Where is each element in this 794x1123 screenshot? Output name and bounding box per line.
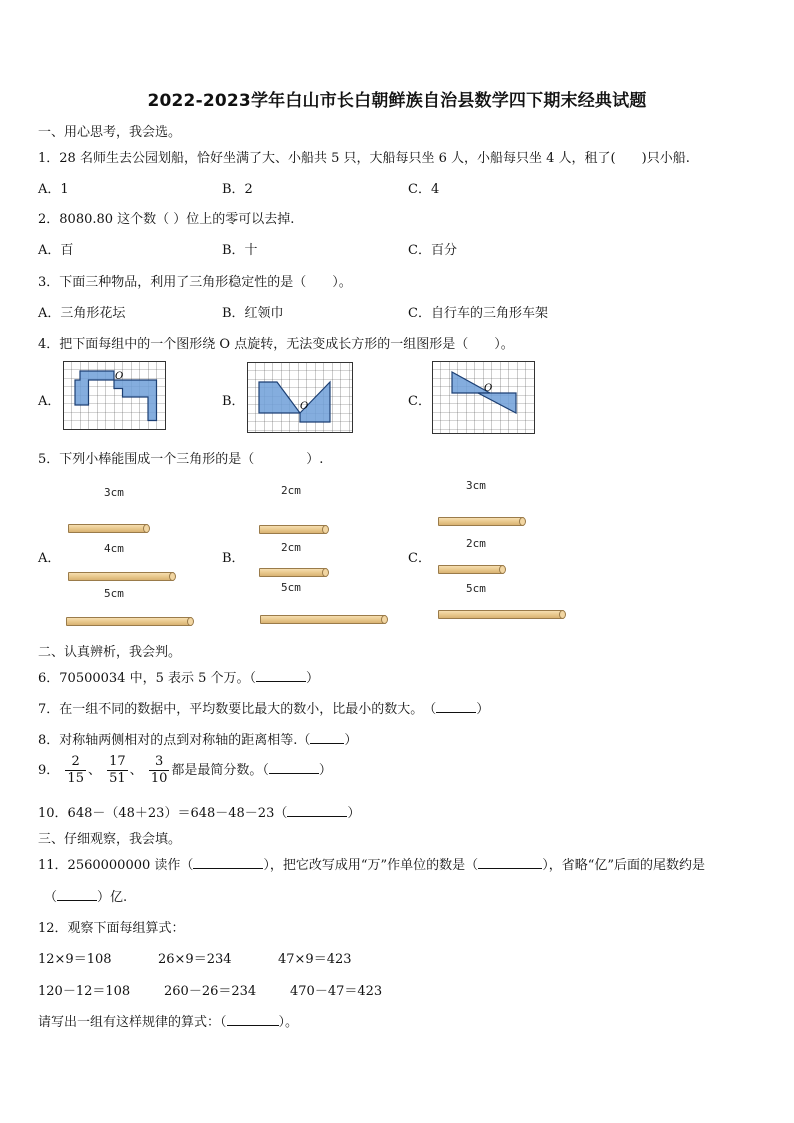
question-5: 5．下列小棒能围成一个三角形的是（ ）. [38, 452, 324, 467]
question-10-end: ） [347, 806, 361, 821]
q12-row1-eq1: 12×9＝108 [38, 952, 112, 967]
q4-figure-b [247, 362, 355, 436]
question-9-sep2: 、 [129, 763, 143, 778]
q5-c-stick3-label: 5cm [466, 582, 486, 595]
q3-option-a[interactable]: A．三角形花坛 [38, 306, 126, 321]
question-11-part4: （ [44, 890, 58, 905]
question-11-part3: ），省略“亿”后面的尾数约是 [542, 858, 705, 873]
q5-a-stick1 [68, 524, 148, 533]
fraction-17-51 [107, 754, 128, 787]
answer-blank-11c[interactable] [57, 888, 97, 901]
section-heading-2: 二、认真辨析，我会判。 [38, 645, 182, 660]
question-11-part1: 11．2560000000 读作（ [38, 858, 194, 873]
fraction-3-numerator: 3 [149, 754, 170, 771]
question-7 [38, 698, 489, 717]
question-9-prefix: 9． [38, 763, 60, 778]
question-8-text: 8．对称轴两侧相对的点到对称轴的距离相等.（ [38, 733, 311, 748]
question-6-end: ） [306, 671, 320, 686]
fraction-2-numerator: 17 [109, 754, 126, 769]
question-1: 1．28 名师生去公园划船，恰好坐满了大、小船共 5 只，大船每只坐 6 人，小船每只坐 4 人，租了( )只小船. [38, 151, 690, 166]
fraction-2-denominator: 51 [109, 771, 126, 786]
q4-a-point-label: O [115, 371, 124, 382]
q2-option-b[interactable]: B．十 [222, 243, 258, 258]
answer-blank-8[interactable] [310, 731, 344, 744]
q5-a-stick2-label: 4cm [104, 542, 124, 555]
q5-b-stick3 [260, 615, 386, 624]
q12-row1-eq3: 47×9＝423 [278, 952, 352, 967]
q5-a-stick3 [66, 617, 192, 626]
fraction-1-numerator: 2 [65, 754, 86, 771]
q3-option-b[interactable]: B．红领巾 [222, 306, 284, 321]
q5-c-stick1 [438, 517, 524, 526]
q5-c-stick3 [438, 610, 564, 619]
question-10-text: 10．648－（48＋23）＝648－48－23（ [38, 806, 288, 821]
question-9-sep1: 、 [87, 763, 101, 778]
q4-option-a[interactable]: A． [38, 394, 61, 409]
q12-row2-eq1: 120－12＝108 [38, 984, 131, 999]
q5-a-stick2 [68, 572, 174, 581]
fraction-3-10 [149, 754, 170, 787]
q4-figure-c [432, 361, 540, 435]
answer-blank-11a[interactable] [193, 856, 263, 869]
answer-blank-11b[interactable] [478, 856, 542, 869]
q2-option-c[interactable]: C．百分 [408, 243, 457, 258]
question-6 [38, 667, 319, 686]
q12-row2-eq3: 470－47＝423 [290, 984, 383, 999]
question-9 [38, 754, 332, 787]
question-9-suffix: 都是最简分数。（ [171, 763, 269, 778]
question-9-end: ） [318, 763, 332, 778]
q5-a-stick3-label: 5cm [104, 587, 124, 600]
answer-blank-7[interactable] [436, 700, 476, 713]
q4-b-point-label: O [300, 401, 309, 412]
question-12: 12．观察下面每组算式： [38, 921, 185, 936]
answer-blank-10[interactable] [287, 804, 347, 817]
q4-option-c[interactable]: C． [408, 394, 431, 409]
q5-b-stick3-label: 5cm [281, 581, 301, 594]
question-10 [38, 802, 360, 821]
question-6-text: 6．70500034 中，5 表示 5 个万。（ [38, 671, 257, 686]
q12-ask-end: ）。 [278, 1015, 299, 1030]
section-heading-1: 一、用心思考，我会选。 [38, 125, 182, 140]
question-4: 4．把下面每组中的一个图形绕 O 点旋转，无法变成长方形的一组图形是（ ）。 [38, 337, 514, 352]
q4-figure-a [63, 361, 171, 435]
q1-option-c[interactable]: C．4 [408, 182, 440, 197]
q5-c-stick2 [438, 565, 504, 574]
page-title: 2022-2023学年白山市长白朝鲜族自治县数学四下期末经典试题 [147, 91, 647, 111]
question-11-line1 [38, 854, 705, 873]
answer-blank-12[interactable] [227, 1013, 279, 1026]
q5-c-stick1-label: 3cm [466, 479, 486, 492]
question-3: 3．下面三种物品，利用了三角形稳定性的是（ ）。 [38, 275, 352, 290]
q12-ask-text: 请写出一组有这样规律的算式：（ [38, 1015, 227, 1030]
section-heading-3: 三、仔细观察，我会填。 [38, 832, 182, 847]
question-2: 2．8080.80 这个数（ ）位上的零可以去掉. [38, 212, 295, 227]
q12-row1-eq2: 26×9＝234 [158, 952, 232, 967]
q5-b-stick2-label: 2cm [281, 541, 301, 554]
fraction-1-denominator: 15 [67, 771, 84, 786]
q5-b-stick2 [259, 568, 327, 577]
fraction-3-denominator: 10 [150, 771, 168, 786]
q1-option-b[interactable]: B．2 [222, 182, 253, 197]
answer-blank-6[interactable] [256, 669, 306, 682]
question-11-part2: ），把它改写成用“万”作单位的数是（ [263, 858, 479, 873]
question-8-end: ） [344, 733, 358, 748]
question-7-text: 7．在一组不同的数据中，平均数要比最大的数小，比最小的数大。 （ [38, 702, 437, 717]
q5-option-a[interactable]: A． [38, 551, 61, 566]
q4-c-point-label: O [484, 383, 493, 394]
q5-a-stick1-label: 3cm [104, 486, 124, 499]
question-11-line2 [44, 886, 127, 905]
question-11-part5: ）亿. [97, 890, 128, 905]
q5-option-b[interactable]: B． [222, 551, 245, 566]
q12-row2-eq2: 260－26＝234 [164, 984, 257, 999]
fraction-2-15 [65, 754, 86, 787]
q12-ask [38, 1011, 298, 1030]
question-7-end: ） [476, 702, 490, 717]
q5-b-stick1-label: 2cm [281, 484, 301, 497]
q1-option-a[interactable]: A．1 [38, 182, 69, 197]
q5-option-c[interactable]: C． [408, 551, 431, 566]
answer-blank-9[interactable] [269, 761, 319, 774]
q5-c-stick2-label: 2cm [466, 537, 486, 550]
q3-option-c[interactable]: C．自行车的三角形车架 [408, 306, 548, 321]
question-8 [38, 729, 357, 748]
q2-option-a[interactable]: A．百 [38, 243, 74, 258]
q5-b-stick1 [259, 525, 327, 534]
q4-option-b[interactable]: B． [222, 394, 245, 409]
